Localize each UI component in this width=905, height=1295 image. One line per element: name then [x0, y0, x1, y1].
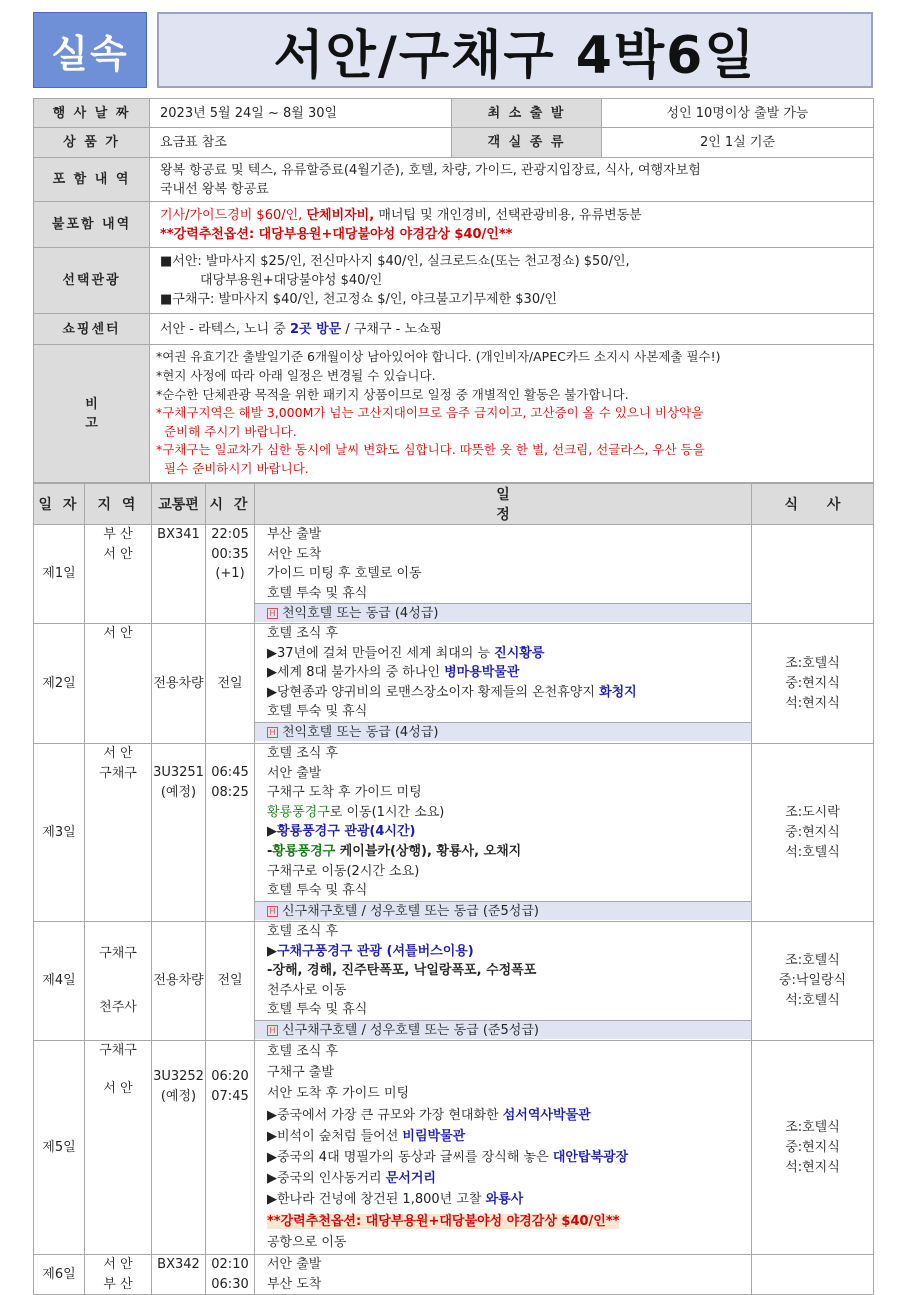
- room-value: 2인 1실 기준: [602, 128, 874, 158]
- day-row: [34, 624, 874, 744]
- region: 서 안: [103, 1080, 133, 1096]
- meal: 조:도시락: [785, 804, 840, 820]
- attraction: 비림박물관: [402, 1128, 466, 1144]
- region: 서 안: [103, 546, 133, 562]
- note-label: 비 고: [34, 345, 150, 483]
- day-label: 제1일: [34, 525, 85, 624]
- plan-line: 서안 출발: [267, 1257, 322, 1272]
- hotel-name: 천익호텔 또는 동급 (4성급): [282, 606, 439, 622]
- hotel-line: [255, 901, 752, 920]
- meal: 조:호텔식: [785, 1119, 840, 1135]
- plan-text: ▶: [267, 824, 277, 840]
- plan-cell: [255, 525, 752, 624]
- plan-cell: [255, 1041, 752, 1255]
- hotel-icon: H: [267, 1025, 278, 1036]
- plan-text: ▶중국의 4대 명필가의 동상과 글씨를 장식해 놓은: [267, 1150, 553, 1166]
- hotel-line: [255, 722, 752, 741]
- region-cell: [85, 1255, 152, 1295]
- trans-cell: 전용차량: [152, 922, 206, 1041]
- col-meal: 식 사: [752, 484, 874, 525]
- shop-visits: 2곳 방문: [289, 321, 342, 337]
- region: 구채구: [99, 946, 137, 962]
- time-cell: 전일: [206, 922, 255, 1041]
- meal-cell: [752, 922, 874, 1041]
- time: (+1): [215, 566, 245, 582]
- flight: 3U3251: [153, 765, 204, 780]
- attraction: 황룡풍경구: [272, 843, 336, 859]
- attraction: 문서거리: [385, 1171, 436, 1187]
- attraction: 황룡풍경구 관광(4시간): [277, 824, 416, 840]
- region-cell: [85, 922, 152, 1041]
- plan-text: ▶: [267, 943, 277, 959]
- meal-cell: [752, 1041, 874, 1255]
- trans-cell: [152, 1041, 206, 1255]
- shop-label: 쇼핑센터: [34, 314, 150, 345]
- note-line: 필수 준비하시기 바랍니다.: [164, 460, 309, 476]
- excl-label: 불포함 내역: [34, 202, 150, 248]
- shop-value: [150, 314, 874, 345]
- shop-text: 서안 - 라텍스, 노니 중: [160, 321, 290, 337]
- meal-cell: [752, 525, 874, 624]
- time-cell: 전일: [206, 624, 255, 744]
- time: 22:05: [211, 527, 249, 542]
- plan-text: ▶중국의 인사동거리: [267, 1171, 386, 1187]
- time-cell: [206, 1041, 255, 1255]
- plan-line: 서안 출발: [267, 765, 322, 781]
- price-label: 상 품 가: [34, 128, 150, 158]
- page-title: 서안/구채구 4박6일: [157, 12, 873, 88]
- meal: 중:현지식: [785, 675, 840, 691]
- hotel-icon: H: [267, 906, 278, 917]
- col-trans: 교통편: [152, 484, 206, 525]
- trans-cell: [152, 744, 206, 922]
- col-day: 일 자: [34, 484, 85, 525]
- attraction: 구채구풍경구 관광 (셔틀버스이용): [277, 943, 474, 959]
- meal: 중:현지식: [785, 824, 840, 840]
- plan-text: -: [267, 843, 273, 859]
- plan-text: ▶비석이 숲처럼 들어선: [267, 1128, 403, 1144]
- note-line: *현지 사정에 따라 아래 일정은 변경될 수 있습니다.: [156, 368, 436, 384]
- attraction: 진시황릉: [494, 645, 545, 661]
- plan-line: -장해, 경해, 진주탄폭포, 낙일랑폭포, 수정폭포: [267, 963, 537, 979]
- time: 06:20: [211, 1069, 249, 1084]
- hotel-name: 신구채구호텔 / 성우호텔 또는 동급 (준5성급): [282, 903, 539, 919]
- hotel-icon: H: [267, 608, 278, 619]
- day-label: 제3일: [34, 744, 85, 922]
- hotel-line: [255, 1020, 752, 1039]
- col-plan: 일 정: [255, 484, 752, 525]
- plan-text: 로 이동(1시간 소요): [329, 804, 445, 820]
- plan-line: 호텔 조식 후: [267, 924, 339, 939]
- time: 08:25: [211, 784, 249, 800]
- opt-label: 선택관광: [34, 248, 150, 314]
- period-label: 행 사 날 짜: [34, 99, 150, 128]
- day-row: [34, 1041, 874, 1255]
- time-cell: [206, 525, 255, 624]
- col-region: 지 역: [85, 484, 152, 525]
- shop-text: / 구채구 - 노쇼핑: [341, 321, 443, 337]
- region-cell: [85, 1041, 152, 1255]
- plan-cell: [255, 624, 752, 744]
- col-time: 시 간: [206, 484, 255, 525]
- note-line: *여권 유효기간 출발일기준 6개월이상 남아있어야 합니다. (개인비자/APEC카드 소지시 사본제출 필수!): [156, 349, 721, 365]
- region-cell: [85, 744, 152, 922]
- incl-label: 포 함 내 역: [34, 158, 150, 202]
- attraction: 와룡사: [485, 1192, 524, 1208]
- meal-cell: [752, 744, 874, 922]
- time: 06:45: [211, 765, 249, 780]
- excl-text: 매너팁 및 개인경비, 선택관광비용, 유류변동분: [374, 207, 642, 223]
- opt-value: [150, 248, 874, 314]
- incl-line: 국내선 왕복 항공료: [160, 181, 269, 197]
- hotel-icon: H: [267, 727, 278, 738]
- plan-line: 호텔 투숙 및 휴식: [267, 704, 368, 720]
- region: 서 안: [103, 746, 133, 761]
- plan-cell: [255, 922, 752, 1041]
- plan-line: 구채구로 이동(2시간 소요): [267, 863, 420, 879]
- min-label: 최 소 출 발: [452, 99, 602, 128]
- excl-value: [150, 202, 874, 248]
- day-label: 제4일: [34, 922, 85, 1041]
- day-row: [34, 525, 874, 624]
- plan-line: 부산 출발: [267, 527, 322, 542]
- note-line: *구채구지역은 해발 3,000M가 넘는 고산지대이므로 음주 금지이고, 고산증이 올 수 있으니 비상약을: [156, 405, 704, 421]
- trans-cell: BX342: [152, 1255, 206, 1295]
- plan-line: 구채구 출발: [267, 1065, 334, 1081]
- plan-line: 서안 도착: [267, 546, 322, 562]
- info-table: [33, 98, 874, 483]
- meal: 조:호텔식: [785, 655, 840, 671]
- meal: 석:현지식: [785, 695, 840, 711]
- plan-text: ▶한나라 건넝에 창건된 1,800년 고찰: [267, 1192, 486, 1208]
- recommend-option: **강력추천옵션: 대당부용원+대당불야성 야경감상 $40/인**: [160, 226, 513, 242]
- region: 서 안: [103, 1257, 133, 1272]
- day-label: 제5일: [34, 1041, 85, 1255]
- hotel-line: [255, 603, 752, 622]
- trans-cell: 전용차량: [152, 624, 206, 744]
- period-value: 2023년 5월 24일 ~ 8월 30일: [150, 99, 452, 128]
- region: 천주사: [99, 1000, 137, 1015]
- meal: 석:호텔식: [785, 844, 840, 860]
- time: 00:35: [211, 546, 249, 562]
- plan-text: ▶당현종과 양귀비의 로맨스장소이자 황제들의 온천휴양지: [267, 684, 600, 700]
- attraction: 대안탑북광장: [552, 1150, 629, 1166]
- badge-label: 실속: [33, 12, 147, 88]
- attraction: 섬서역사박물관: [502, 1107, 591, 1123]
- note-line: *구채구는 일교차가 심한 동시에 날씨 변화도 심합니다. 따뜻한 옷 한 벌, 선크림, 선글라스, 우산 등을: [156, 442, 705, 458]
- price-value: 요금표 참조: [150, 128, 452, 158]
- plan-cell: [255, 1255, 752, 1295]
- region-cell: [85, 525, 152, 624]
- day-row: [34, 922, 874, 1041]
- plan-text: ▶세계 8대 불가사의 중 하나인: [267, 665, 445, 681]
- flight-note: (예정): [160, 784, 197, 800]
- plan-line: 가이드 미팅 후 호텔로 이동: [267, 566, 422, 582]
- meal-cell: [752, 1255, 874, 1295]
- day-label: 제6일: [34, 1255, 85, 1295]
- plan-text: 케이블카(상행), 황룡사, 오채지: [335, 843, 522, 859]
- attraction: 황룡풍경구: [267, 804, 330, 820]
- hotel-name: 천익호텔 또는 동급 (4성급): [282, 724, 439, 740]
- plan-line: 공항으로 이동: [267, 1234, 347, 1250]
- excl-red: 단체비자비,: [306, 207, 375, 223]
- schedule-table: [33, 483, 874, 1295]
- day-label: 제2일: [34, 624, 85, 744]
- plan-cell: [255, 744, 752, 922]
- plan-line: 호텔 투숙 및 휴식: [267, 883, 368, 899]
- region: 부 산: [103, 1276, 133, 1292]
- incl-value: [150, 158, 874, 202]
- plan-text: ▶중국에서 가장 큰 규모와 가장 현대화한: [267, 1107, 503, 1123]
- flight: 3U3252: [153, 1069, 204, 1084]
- recommend-option: **강력추천옵션: 대당부용원+대당불야성 야경감상 $40/인**: [267, 1213, 620, 1229]
- plan-line: 호텔 투숙 및 휴식: [267, 585, 368, 601]
- note-line: 준비해 주시기 바랍니다.: [164, 423, 297, 439]
- hotel-name: 신구채구호텔 / 성우호텔 또는 동급 (준5성급): [282, 1022, 539, 1038]
- incl-line: 왕복 항공료 및 텍스, 유류할증료(4월기준), 호텔, 차량, 가이드, 관광지입장료, 식사, 여행자보험: [160, 162, 701, 178]
- time: 02:10: [211, 1257, 249, 1272]
- region-cell: [85, 624, 152, 744]
- time: 06:30: [211, 1276, 249, 1292]
- region: 부 산: [103, 527, 133, 542]
- meal: 석:호텔식: [785, 993, 840, 1008]
- meal-cell: [752, 624, 874, 744]
- plan-line: 호텔 조식 후: [267, 626, 339, 641]
- region: 서 안: [103, 626, 133, 641]
- day-row: [34, 1255, 874, 1295]
- plan-text: ▶37년에 걸쳐 만들어진 세계 최대의 능: [267, 645, 495, 661]
- attraction: 병마용박물관: [444, 665, 520, 681]
- meal: 중:현지식: [785, 1139, 840, 1155]
- meal: 중:낙일랑식: [778, 973, 847, 988]
- day-row: [34, 744, 874, 922]
- plan-line: 서안 도착 후 가이드 미팅: [267, 1086, 410, 1102]
- time-cell: [206, 744, 255, 922]
- attraction: 화청지: [599, 684, 637, 700]
- excl-red: 기사/가이드경비 $60/인,: [160, 207, 303, 223]
- plan-line: 부산 도착: [267, 1276, 322, 1292]
- plan-line: 호텔 투숙 및 휴식: [267, 1002, 368, 1018]
- min-value: 성인 10명이상 출발 가능: [602, 99, 874, 128]
- trans-cell: BX341: [152, 525, 206, 624]
- time: 07:45: [211, 1088, 249, 1104]
- region: 구채구: [99, 1043, 137, 1058]
- opt-line: ■서안: 발마사지 $25/인, 전신마사지 $40/인, 실크로드쇼(또는 천고정쇼) $50/인,: [160, 254, 630, 269]
- note-value: [150, 345, 874, 483]
- note-line: *순수한 단체관광 목적을 위한 패키지 상품이므로 일정 중 개별적인 활동은 불가합니다.: [156, 386, 629, 402]
- room-label: 객 실 종 류: [452, 128, 602, 158]
- flight-note: (예정): [160, 1088, 197, 1104]
- opt-line: ■구채구: 발마사지 $40/인, 천고정쇼 $/인, 야크불고기무제한 $30/인: [160, 292, 558, 307]
- plan-line: 구채구 도착 후 가이드 미팅: [267, 785, 422, 801]
- plan-line: 천주사로 이동: [267, 982, 347, 998]
- meal: 석:현지식: [785, 1159, 840, 1175]
- time-cell: [206, 1255, 255, 1295]
- plan-line: 호텔 조식 후: [267, 746, 339, 761]
- opt-line: 대당부용원+대당불야성 $40/인: [200, 273, 383, 288]
- region: 구채구: [99, 765, 137, 781]
- meal: 조:호텔식: [785, 953, 840, 968]
- plan-line: 호텔 조식 후: [267, 1044, 339, 1059]
